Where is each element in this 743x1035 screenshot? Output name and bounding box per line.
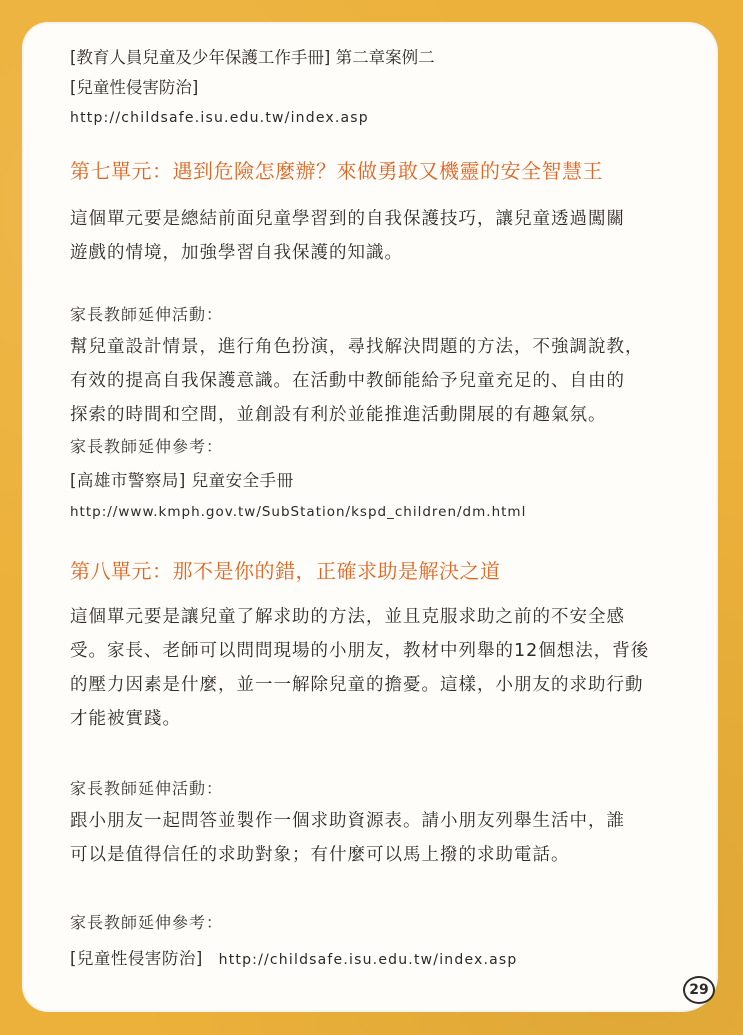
unit8-activity-label: 家長教師延伸活動： <box>70 779 224 798</box>
unit7-reference-title: [高雄市警察局] 兒童安全手冊 <box>70 471 294 490</box>
page-content <box>70 42 700 974</box>
unit8-reference <box>70 944 700 974</box>
unit7-reference-url-link[interactable]: http://www.kmph.gov.tw/SubStation/kspd_children/dm.html <box>70 504 527 520</box>
unit7-activity-line: 探索的時間和空間，並創設有利於並能推進活動開展的有趣氣氛。 <box>70 405 607 425</box>
ref-title: [教育人員兒童及少年保護工作手冊] 第二章案例二 <box>70 48 435 67</box>
unit8-intro-line: 才能被實踐。 <box>70 709 181 729</box>
unit7-section <box>70 154 700 526</box>
unit8-heading: 第八單元：那不是你的錯，正確求助是解決之道 <box>70 559 501 583</box>
unit8-activity-line: 可以是值得信任的求助對象；有什麼可以馬上撥的求助電話。 <box>70 845 570 865</box>
unit8-intro-line: 的壓力因素是什麼，並一一解除兒童的擔憂。這樣，小朋友的求助行動 <box>70 675 644 695</box>
unit7-activity-label: 家長教師延伸活動： <box>70 305 224 324</box>
unit7-reference-label: 家長教師延伸參考： <box>70 437 224 456</box>
unit7-activity-line: 有效的提高自我保護意識。在活動中教師能給予兒童充足的、自由的 <box>70 371 625 391</box>
unit8-intro-line: 這個單元要是讓兒童了解求助的方法，並且克服求助之前的不安全感 <box>70 607 625 627</box>
unit8-section <box>70 554 700 974</box>
ref-subtitle: [兒童性侵害防治] <box>70 78 199 97</box>
unit7-intro-line: 這個單元要是總結前面兒童學習到的自我保護技巧，讓兒童透過闖關 <box>70 209 625 229</box>
unit7-activity-line: 幫兒童設計情景，進行角色扮演，尋找解決問題的方法，不強調說教， <box>70 337 644 357</box>
unit7-heading: 第七單元：遇到危險怎麼辦？來做勇敢又機靈的安全智慧王 <box>70 159 603 183</box>
header-reference <box>70 42 700 132</box>
unit7-activity <box>70 330 700 432</box>
unit8-reference-title: [兒童性侵害防治] <box>70 949 203 968</box>
unit7-intro-line: 遊戲的情境，加強學習自我保護的知識。 <box>70 243 403 263</box>
unit8-intro <box>70 600 700 736</box>
unit8-intro-line: 受。家長、老師可以問問現場的小朋友，教材中列舉的12個想法，背後 <box>70 641 650 661</box>
unit8-activity-line: 跟小朋友一起問答並製作一個求助資源表。請小朋友列舉生活中，誰 <box>70 811 625 831</box>
unit8-reference-label: 家長教師延伸參考： <box>70 913 224 932</box>
unit8-reference-url-link[interactable]: http://childsafe.isu.edu.tw/index.asp <box>218 952 518 968</box>
page-number: 29 <box>683 976 715 1004</box>
unit7-intro <box>70 202 700 270</box>
ref-url-link[interactable]: http://childsafe.isu.edu.tw/index.asp <box>70 110 369 126</box>
unit8-activity <box>70 804 700 872</box>
